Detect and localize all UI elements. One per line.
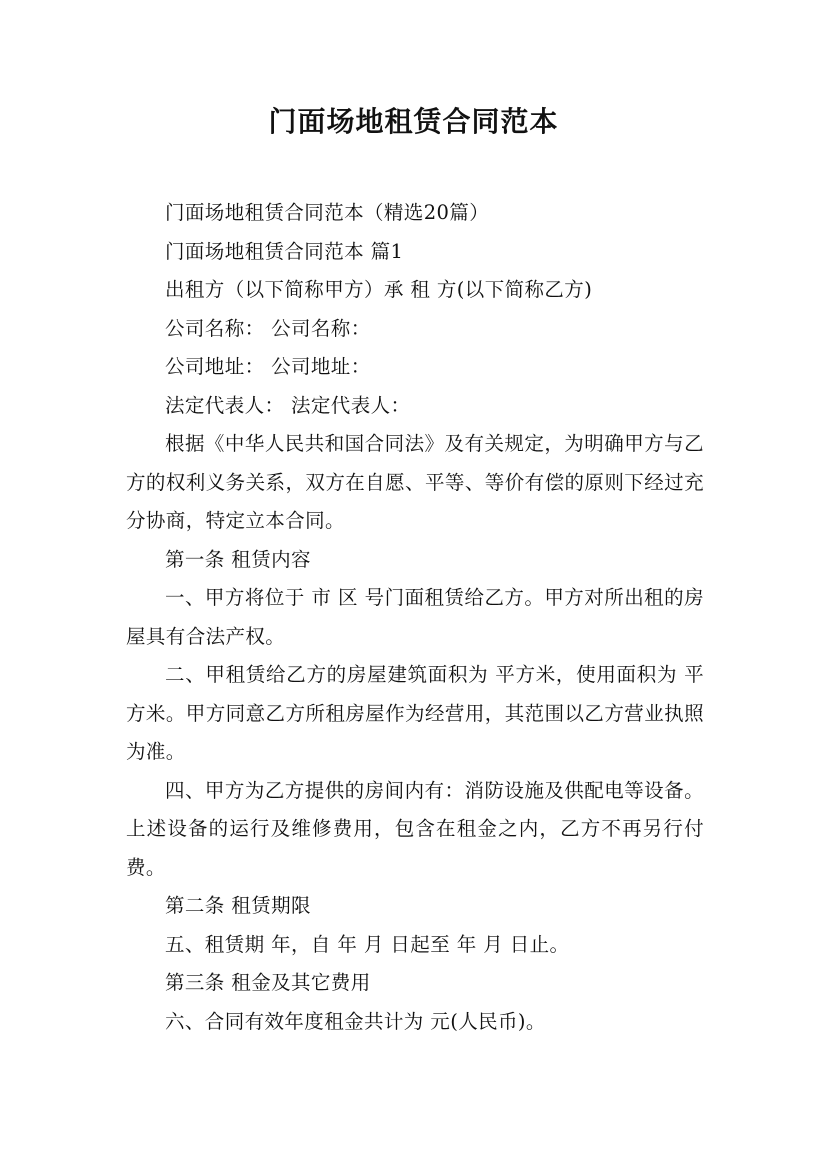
paragraph-company-address: 公司地址： 公司地址： [165,355,371,378]
paragraph-clause-2: 二、甲租赁给乙方的房屋建筑面积为 平方米，使用面积为 平方米。甲方同意乙方所租房屋作为经营用，其范围以乙方营业执照为准。 [126,663,704,763]
paragraph-company-name: 公司名称： 公司名称： [165,316,371,340]
document-title: 门面场地租赁合同范本 [268,105,559,138]
document-body [126,194,704,1041]
paragraph-article-3-heading: 第三条 租金及其它费用 [165,971,371,994]
paragraph-article-1-heading: 第一条 租赁内容 [165,547,311,571]
paragraph-article-2-heading: 第二条 租赁期限 [165,894,311,917]
paragraph-chapter-heading: 门面场地租赁合同范本 篇1 [165,239,404,263]
paragraph-collection-heading: 门面场地租赁合同范本（精选20篇） [165,201,490,224]
paragraph-parties: 出租方（以下简称甲方）承 租 方(以下简称乙方) [165,278,593,301]
paragraph-clause-5: 五、租赁期 年，自 年 月 日起至 年 月 日止。 [165,932,570,956]
paragraph-clause-4: 四、甲方为乙方提供的房间内有：消防设施及供配电等设备。上述设备的运行及维修费用，包含在租金之内，乙方不再另行付费。 [126,778,704,879]
paragraph-preamble: 根据《中华人民共和国合同法》及有关规定，为明确甲方与乙方的权利义务关系，双方在自愿、平等、等价有偿的原则下经过充分协商，特定立本合同。 [126,432,704,532]
paragraph-legal-representative: 法定代表人： 法定代表人： [165,393,411,417]
paragraph-clause-6: 六、合同有效年度租金共计为 元(人民币)。 [165,1009,546,1033]
paragraph-clause-1: 一、甲方将位于 市 区 号门面租赁给乙方。甲方对所出租的房屋具有合法产权。 [126,586,704,648]
